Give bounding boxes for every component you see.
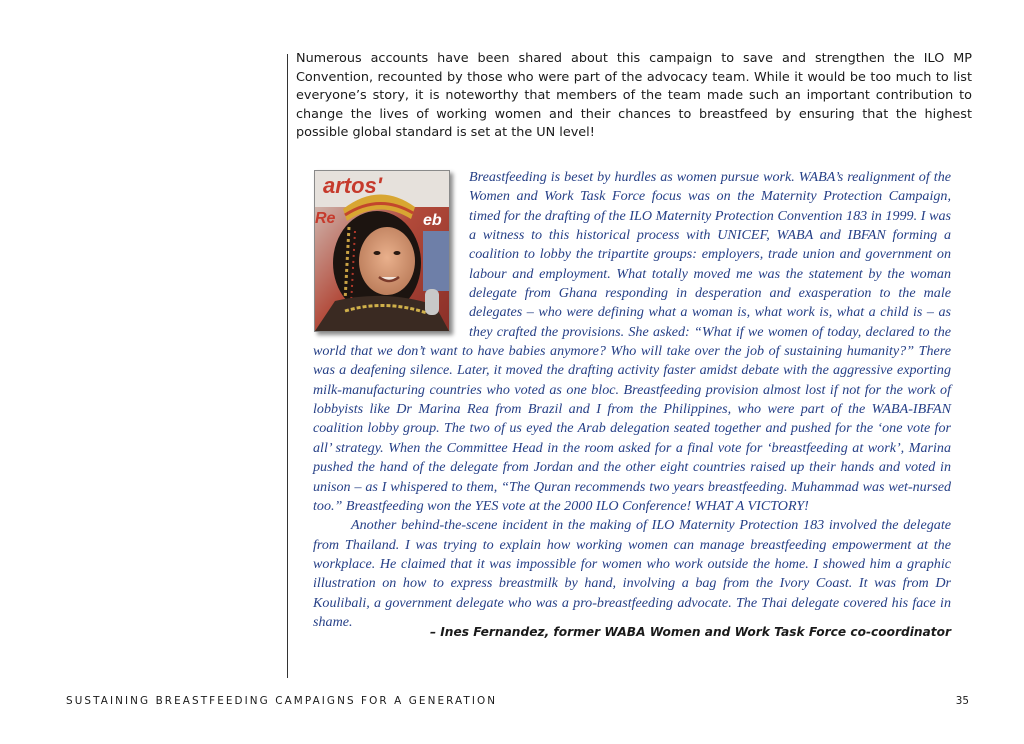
svg-text:artos': artos' (323, 173, 383, 198)
running-footer-title: SUSTAINING BREASTFEEDING CAMPAIGNS FOR A GENERATION (66, 695, 498, 707)
svg-text:eb: eb (423, 212, 442, 229)
intro-paragraph: Numerous accounts have been shared about this campaign to save and strengthen the ILO MP Convention, recounted by those who were part of the advocacy team. While it would be too much to list everyone’s story, it is noteworthy that members of the team made such an important contribution to change the lives of working women and their chances to breastfeed by ensuring that the highest possible global standard is set at the UN level! (296, 51, 972, 140)
page-number: 35 (955, 695, 969, 707)
testimonial-attribution: – Ines Fernandez, former WABA Women and Work Task Force co-coordinator (429, 625, 951, 639)
testimonial-paragraph-1: Breastfeeding is beset by hurdles as women pursue work. WABA’s realignment of the Women and Work Task Force focus was on the Maternity Protection Campaign, timed for the drafting of the ILO Maternity Protection Convention 183 in 1999. I was a witness to this historical process with UNICEF, WABA and IBFAN forming a coalition to lobby the tripartite groups: employers, trade union and government on labour and employment. What totally moved me was the statement by the woman delegate from Ghana responding in desperation and exasperation to the male delegates – who were defining what a woman is, what work is, what a child is – as they crafted the provisions. She asked: “What if we women of today, declared to the world that we don’t want to have babies anymore? Who will take over the job of sustaining humanity?” There was a deafening silence. Later, it moved the drafting activity faster amidst debate with the aggressive exporting milk-manufacturing countries who voted as one bloc. Breastfeeding provision almost lost if not for the work of lobbyists like Dr Marina Rea from Brazil and I from the Philippines, who were part of the WABA-IBFAN coalition lobby group. The two of us eyed the Arab delegation seated together and pushed for the ‘one vote for all’ strategy. When the Committee Head in the room asked for a final vote for ‘breastfeeding at work’, Marina pushed the hand of the delegate from Jordan and the other eight countries raised up their hands and voted in unison – as I whispered to them, “The Quran recommends two years breastfeeding. Muhammad was wet-nursed too.” Breastfeeding won the YES vote at the 2000 ILO Conference! WHAT A VICTORY! (313, 169, 951, 514)
portrait-photo (314, 170, 450, 332)
testimonial-paragraph-2: Another behind-the-scene incident in the making of ILO Maternity Protection 183 involved the delegate from Thailand. I was trying to explain how working women can manage breastfeeding empowerment at the workplace. He claimed that it was impossible for women who work outside the home. I showed him a graphic illustration on how to express breastmilk by hand, involving a bag from the Ivory Coast. It was from Dr Koulibali, a government delegate who was a pro-breastfeeding advocate. The Thai delegate covered his face in shame. (313, 517, 951, 630)
vertical-rule (287, 54, 288, 678)
testimonial-block (313, 168, 951, 632)
svg-text:Re: Re (315, 210, 336, 227)
portrait-illustration (315, 171, 449, 331)
